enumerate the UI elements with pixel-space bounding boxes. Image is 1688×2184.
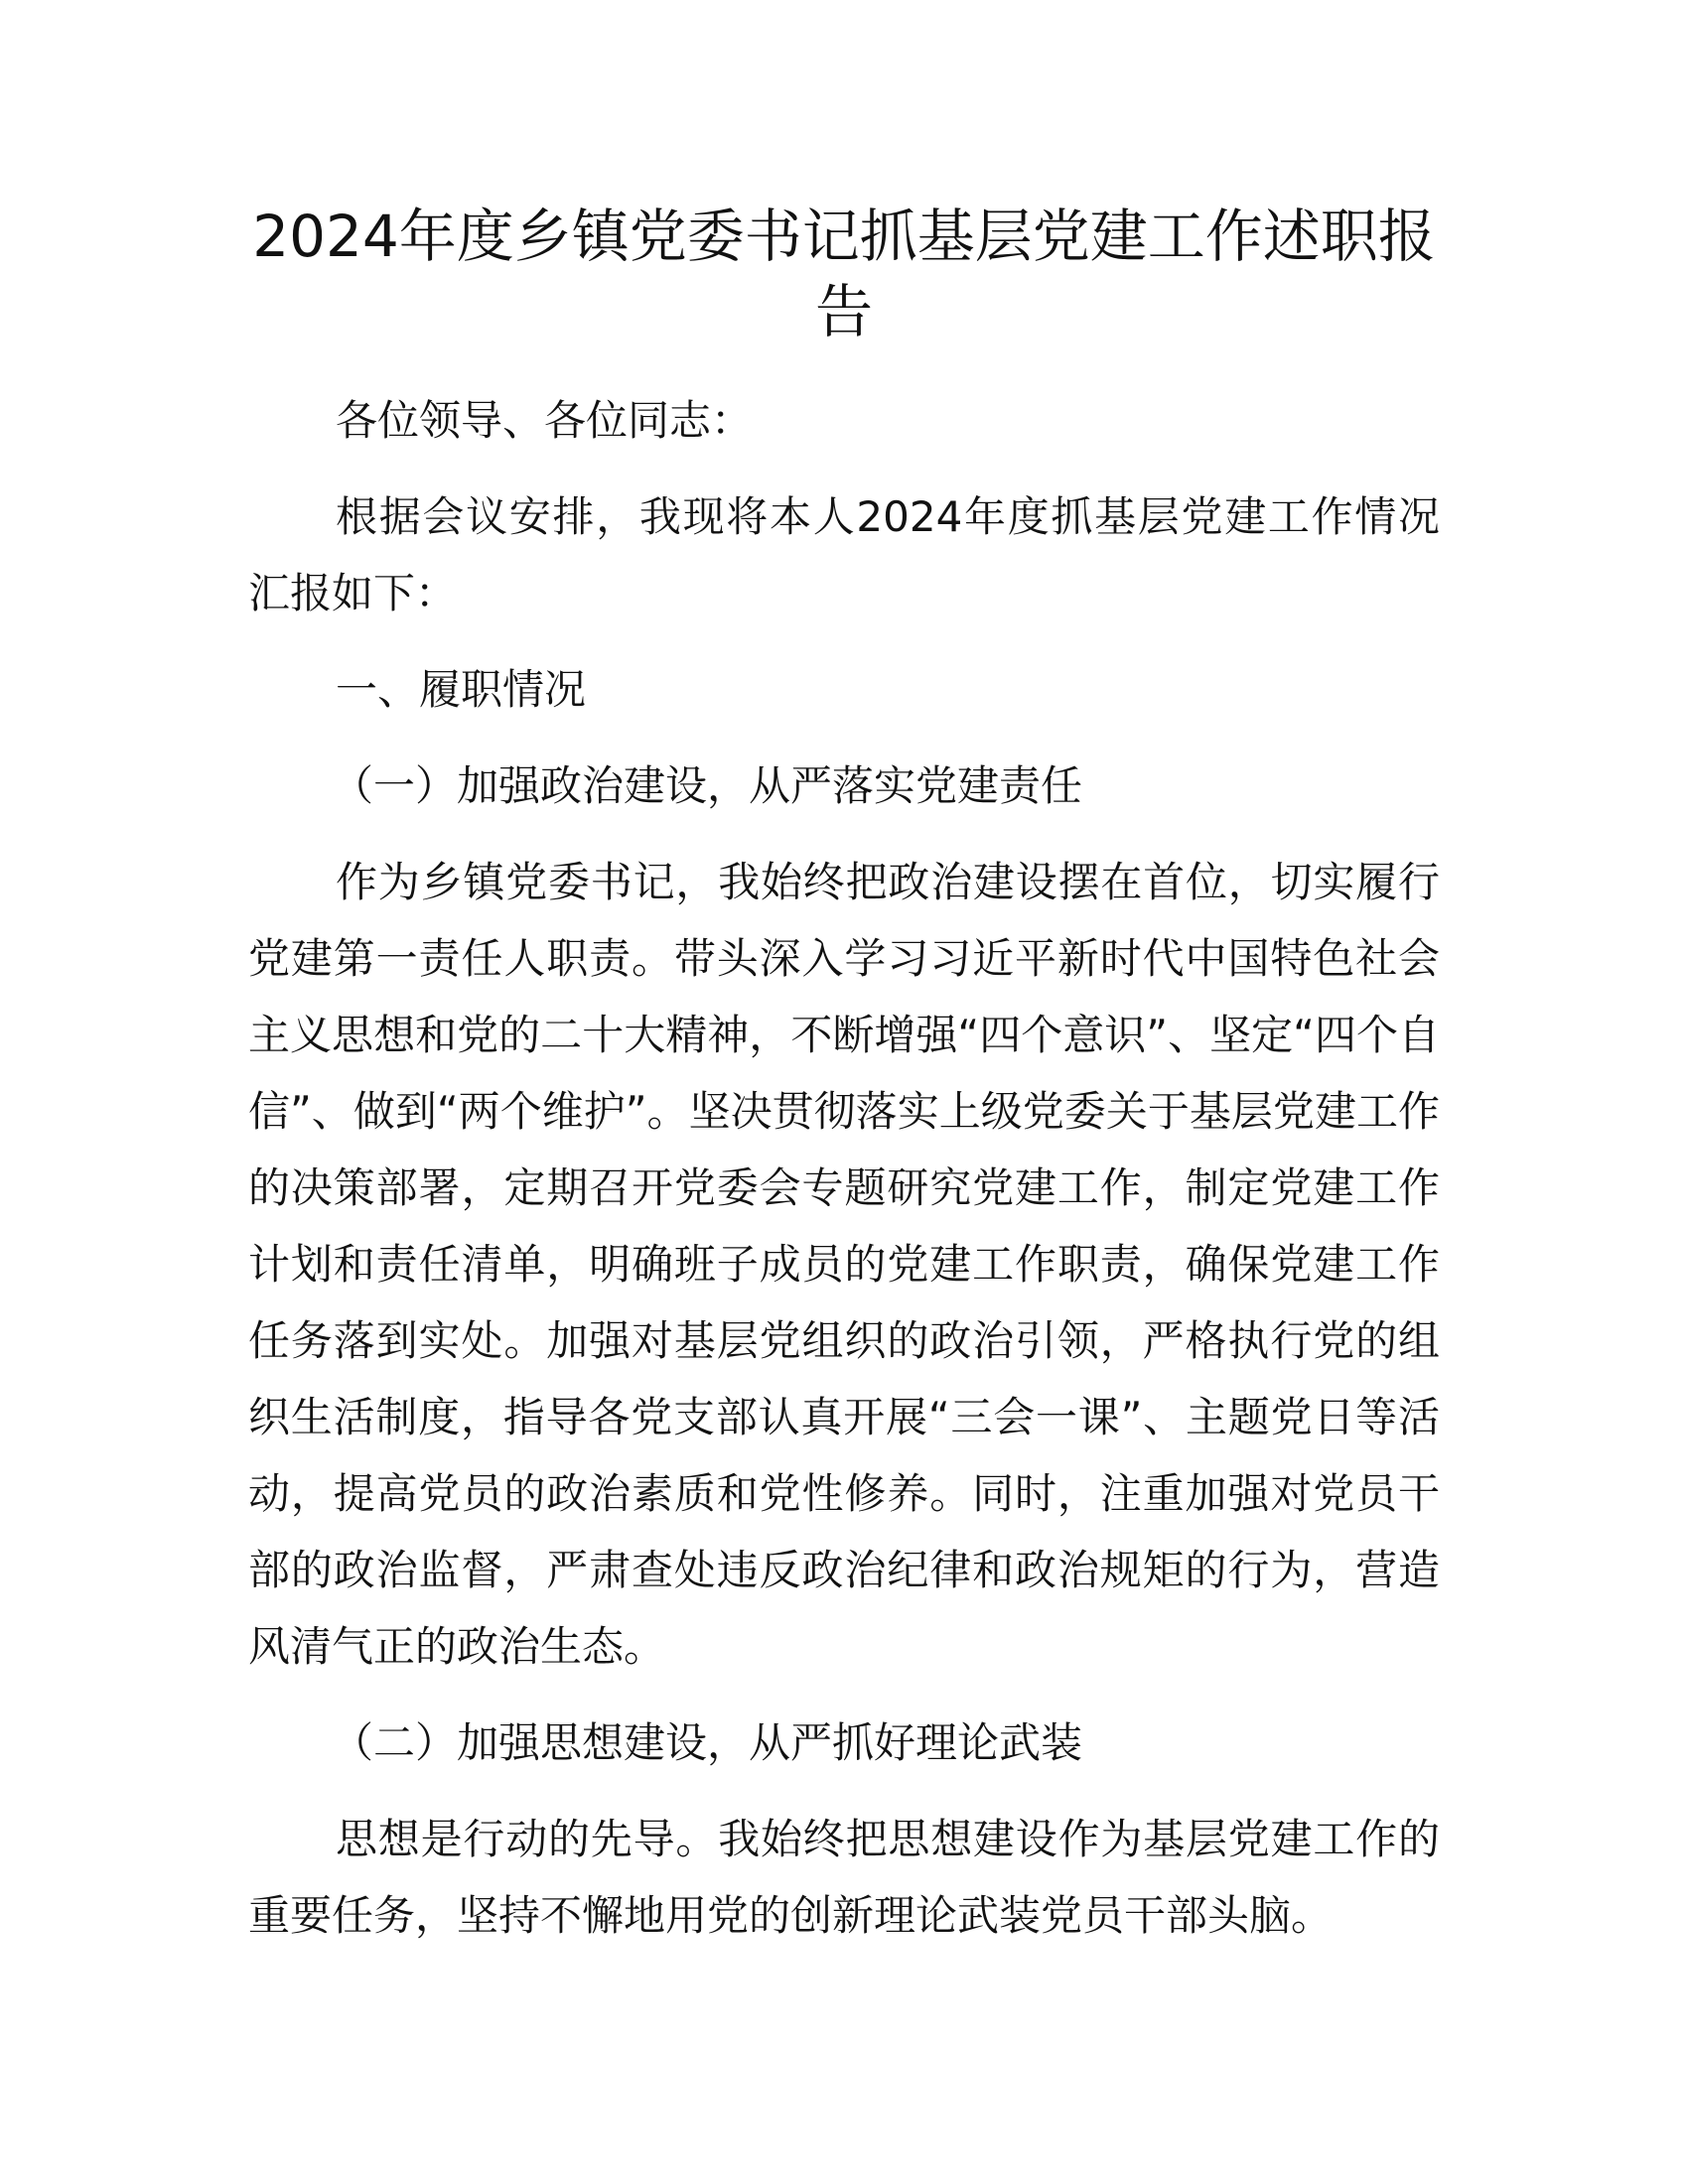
section-heading-1: 一、履职情况 [336, 665, 587, 714]
document-title: 2024年度乡镇党委书记抓基层党建工作述职报告 [252, 203, 1436, 345]
intro-paragraph: 根据会议安排，我现将本人2024年度抓基层党建工作情况汇报如下： [248, 492, 1440, 617]
subsection-heading-1: （一）加强政治建设，从严落实党建责任 [332, 761, 1083, 810]
subsection-2-body: 思想是行动的先导。我始终把思想建设作为基层党建工作的重要任务，坚持不懈地用党的创新理论武装党员干部头脑。 [248, 1815, 1440, 1940]
salutation: 各位领导、各位同志： [336, 396, 754, 445]
subsection-heading-2: （二）加强思想建设，从严抓好理论武装 [332, 1718, 1083, 1767]
subsection-1-body: 作为乡镇党委书记，我始终把政治建设摆在首位，切实履行党建第一责任人职责。带头深入学习习近平新时代中国特色社会主义思想和党的二十大精神，不断增强“四个意识”、坚定“四个自信”、做到“两个维护”。坚决贯彻落实上级党委关于基层党建工作的决策部署，定期召开党委会专题研究党建工作，制定党建工作计划和责任清单，明确班子成员的党建工作职责，确保党建工作任务落到实处。加强对基层党组织的政治引领，严格执行党的组织生活制度，指导各党支部认真开展“三会一课”、主题党日等活动，提高党员的政治素质和党性修养。同时，注重加强对党员干部的政治监督，严肃查处违反政治纪律和政治规矩的行为，营造风清气正的政治生态。 [248, 858, 1440, 1671]
document-body [248, 382, 1440, 1974]
